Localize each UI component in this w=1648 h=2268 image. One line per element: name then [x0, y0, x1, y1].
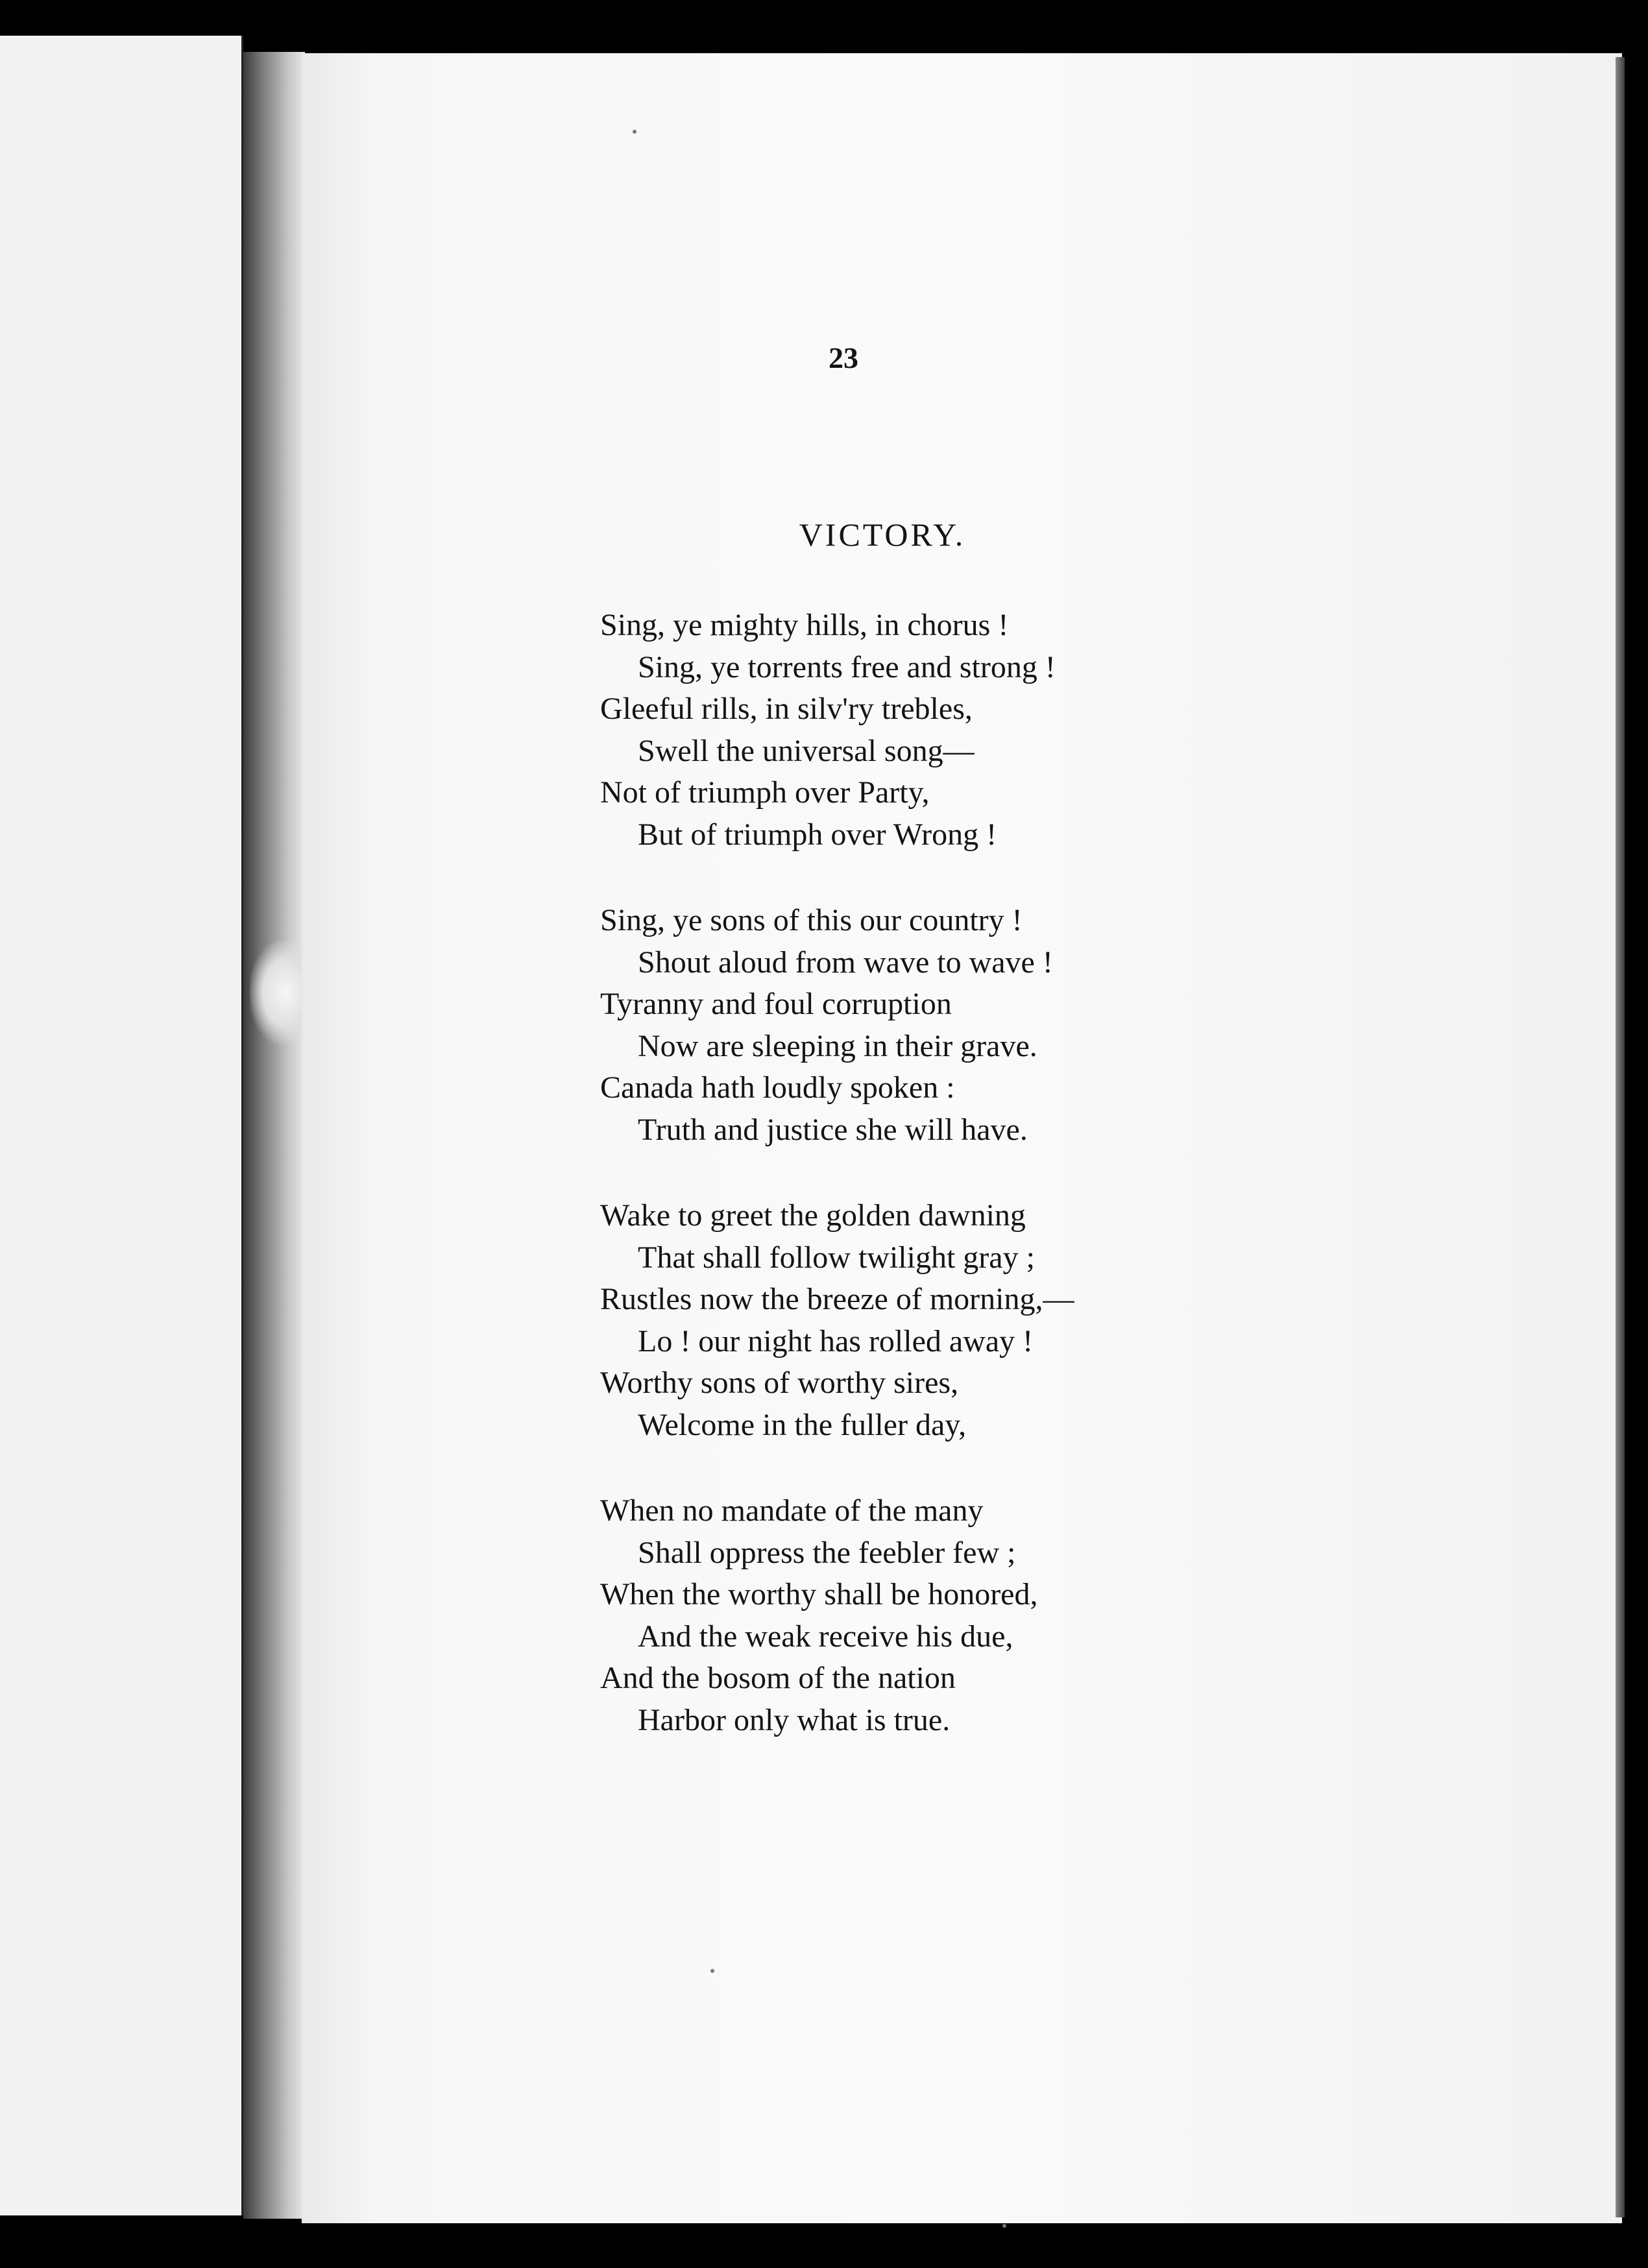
page-number: 23: [829, 341, 858, 374]
stanza-1: [600, 605, 1249, 856]
poem-line: But of triumph over Wrong !: [638, 817, 997, 852]
paper-speck: [710, 1969, 714, 1973]
poem-line: Welcome in the fuller day,: [638, 1407, 967, 1442]
poem-line: Shout aloud from wave to wave !: [638, 945, 1053, 980]
left-blank-page: [0, 36, 243, 2215]
stanza-4: [600, 1490, 1249, 1741]
poem-line: Sing, ye sons of this our country !: [600, 903, 1023, 937]
poem-line: And the weak receive his due,: [638, 1619, 1013, 1654]
paper-speck: [1002, 2224, 1006, 2228]
poem-line: Tyranny and foul corruption: [600, 987, 952, 1021]
paper-speck: [633, 130, 636, 134]
poem-line: Worthy sons of worthy sires,: [600, 1366, 959, 1400]
poem-line: That shall follow twilight gray ;: [638, 1240, 1035, 1275]
poem-line: When no mandate of the many: [600, 1493, 984, 1528]
poem-line: Now are sleeping in their grave.: [638, 1028, 1037, 1063]
book-gutter-shadow: [243, 52, 305, 2219]
stanza-2: [600, 900, 1249, 1151]
poem-line: Sing, ye torrents free and strong !: [638, 649, 1056, 684]
poem-line: Wake to greet the golden dawning: [600, 1198, 1026, 1233]
poem-line: Sing, ye mighty hills, in chorus !: [600, 608, 1009, 642]
page-edge-shadow: [1616, 57, 1625, 2217]
stanza-3: [600, 1195, 1249, 1446]
poem-line: Harbor only what is true.: [638, 1702, 951, 1737]
poem-title: VICTORY.: [799, 516, 966, 553]
poem-body: [600, 605, 1249, 1785]
poem-line: Not of triumph over Party,: [600, 775, 930, 810]
poem-line: Gleeful rills, in silv'ry trebles,: [600, 692, 973, 726]
poem-line: And the bosom of the nation: [600, 1661, 956, 1695]
poem-line: Truth and justice she will have.: [638, 1112, 1028, 1147]
poem-line: Lo ! our night has rolled away !: [638, 1323, 1034, 1358]
poem-line: Shall oppress the feebler few ;: [638, 1535, 1016, 1570]
poem-line: When the worthy shall be honored,: [600, 1577, 1038, 1611]
poem-line: Rustles now the breeze of morning,—: [600, 1282, 1074, 1316]
poem-line: Swell the universal song—: [638, 733, 975, 768]
poem-line: Canada hath loudly spoken :: [600, 1070, 955, 1105]
